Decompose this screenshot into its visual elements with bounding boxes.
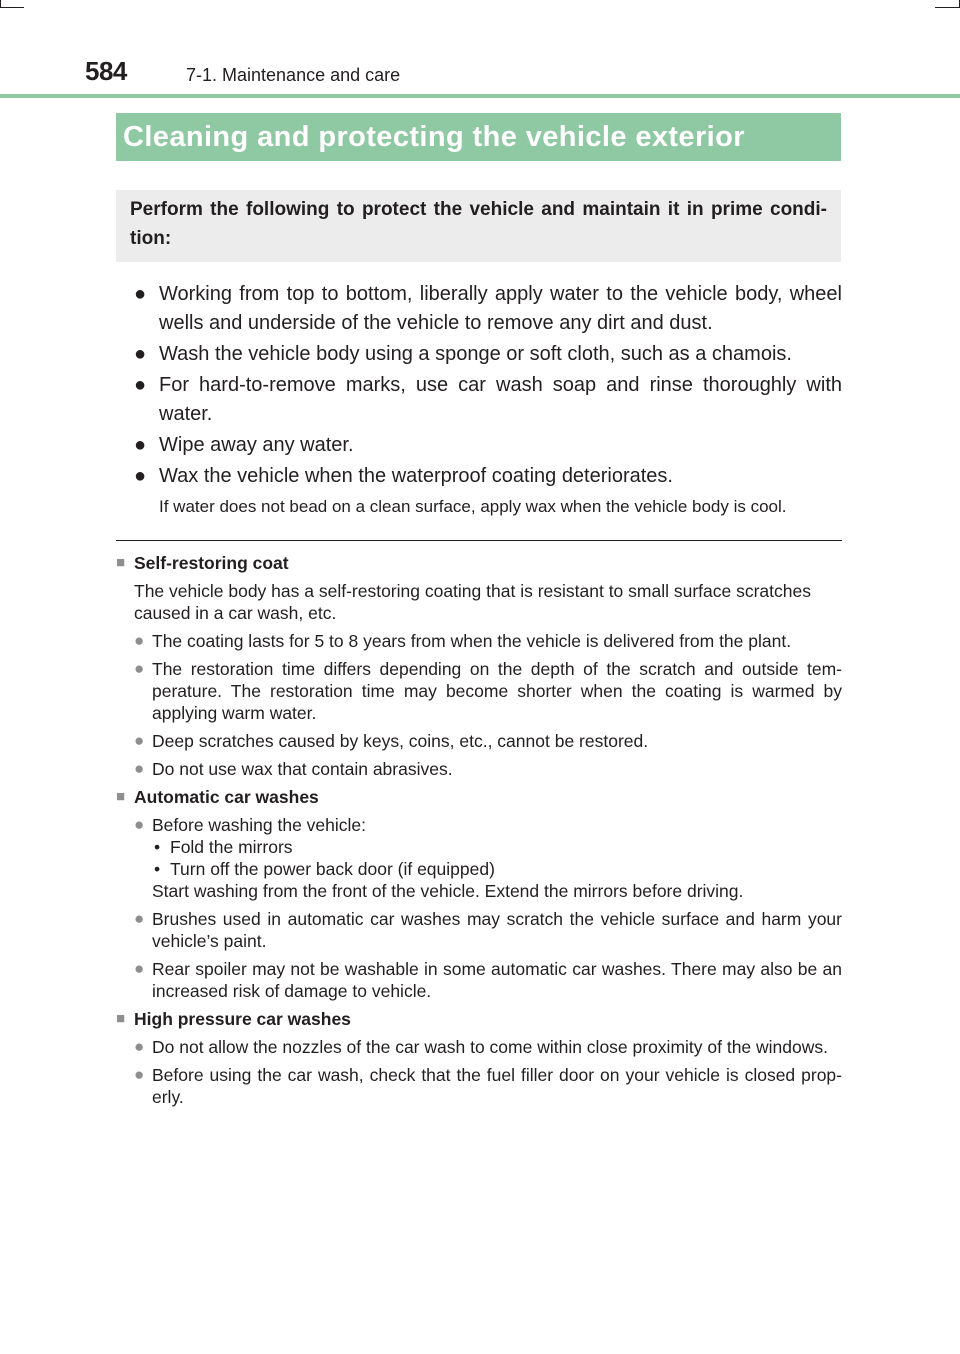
list-item (134, 462, 842, 491)
section-divider (116, 540, 842, 541)
page-header (0, 56, 960, 96)
bullet-icon: ● (134, 1065, 145, 1084)
note-item: ● Do not allow the nozzles of the car wash to come within close proximity of the windows. (134, 1037, 829, 1057)
list-item (134, 340, 842, 369)
self-restoring-paragraph: The vehicle body has a self-restoring coating that is resistant to small surface scratches caused in a car wash, etc. (134, 581, 811, 623)
bullet-icon: ● (134, 731, 145, 750)
bullet-icon: ● (134, 374, 147, 396)
note-item: ● The coating lasts for 5 to 8 years from when the vehicle is delivered from the plant. (134, 631, 792, 651)
notes-section (116, 552, 842, 1114)
square-bullet-icon: ■ (116, 1010, 126, 1027)
list-item-text: Wipe away any water. (159, 434, 354, 456)
sub-bullet: • Turn off the power back door (if equipped) (154, 859, 495, 879)
list-item (134, 371, 842, 429)
note-item: ● Brushes used in automatic car washes may scratch the vehicle surface and harm your vehicle’s paint. (134, 909, 842, 951)
bullet-icon: ● (134, 759, 145, 778)
sub-heading-automatic: ■ Automatic car washes (116, 787, 319, 807)
title-bar (116, 113, 841, 161)
note-item: ● Deep scratches caused by keys, coins, etc., cannot be restored. (134, 731, 649, 751)
list-item-text: Wash the vehicle body using a sponge or soft cloth, such as a chamois. (159, 343, 792, 365)
bullet-icon: ● (134, 659, 145, 678)
page-title: Cleaning and protecting the vehicle exterior (123, 121, 745, 153)
crop-mark-tr-h (935, 7, 960, 8)
main-list (134, 280, 842, 520)
bullet-icon: ● (134, 283, 147, 305)
list-item (134, 280, 842, 338)
square-bullet-icon: ■ (116, 788, 126, 805)
section-name: 7-1. Maintenance and care (186, 65, 401, 85)
bullet-icon: ● (134, 465, 147, 487)
list-item (134, 431, 842, 460)
note-item: ● The restoration time differs depending on the depth of the scratch and outside tem- perature. The restoration time may become shorter when the coating is warmed by applying warm water. (134, 659, 842, 723)
small-bullet-icon: • (154, 859, 161, 879)
note-item: ● Before using the car wash, check that the fuel filler door on your vehicle is closed prop- erly. (134, 1065, 842, 1107)
bullet-icon: ● (134, 959, 145, 978)
wax-note: If water does not bead on a clean surface, apply wax when the vehicle body is cool. (159, 497, 787, 516)
bullet-icon: ● (134, 343, 147, 365)
page-number: 584 (85, 56, 127, 86)
sub-bullets (152, 836, 842, 880)
intro-text: Perform the following to protect the vehicle and maintain it in prime condi- tion: (130, 199, 827, 249)
list-item-text: Wax the vehicle when the waterproof coating deteriorates. (159, 465, 673, 487)
crop-mark-tl-h (0, 7, 24, 8)
bullet-icon: ● (134, 1037, 145, 1056)
bullet-icon: ● (134, 909, 145, 928)
note-item: ● Do not use wax that contain abrasives. (134, 759, 453, 779)
sub-heading-self-restoring: ■ Self-restoring coat (116, 553, 289, 573)
bullet-icon: ● (134, 434, 147, 456)
list-item-text: Working from top to bottom, liberally apply water to the vehicle body, wheel wells and underside of the vehicle to remove any dirt and dust. (159, 283, 842, 334)
sub-heading-high-pressure: ■ High pressure car washes (116, 1009, 351, 1029)
list-item-text: For hard-to-remove marks, use car wash soap and rinse thoroughly with water. (159, 374, 842, 425)
small-bullet-icon: • (154, 837, 161, 857)
sub-bullet: • Fold the mirrors (154, 837, 293, 857)
header-rule (0, 94, 960, 98)
note-item: ● Rear spoiler may not be washable in some automatic car washes. There may also be an increased risk of damage to vehicle. (134, 959, 842, 1001)
intro-box (116, 190, 841, 262)
square-bullet-icon: ■ (116, 554, 126, 571)
bullet-icon: ● (134, 631, 145, 650)
bullet-icon: ● (134, 815, 145, 834)
note-item: ● Before washing the vehicle: • Fold the mirrors • Turn off the power back door (if equipped) Start washing from the front of the vehicle. Extend the mirrors before driving. (116, 814, 842, 902)
